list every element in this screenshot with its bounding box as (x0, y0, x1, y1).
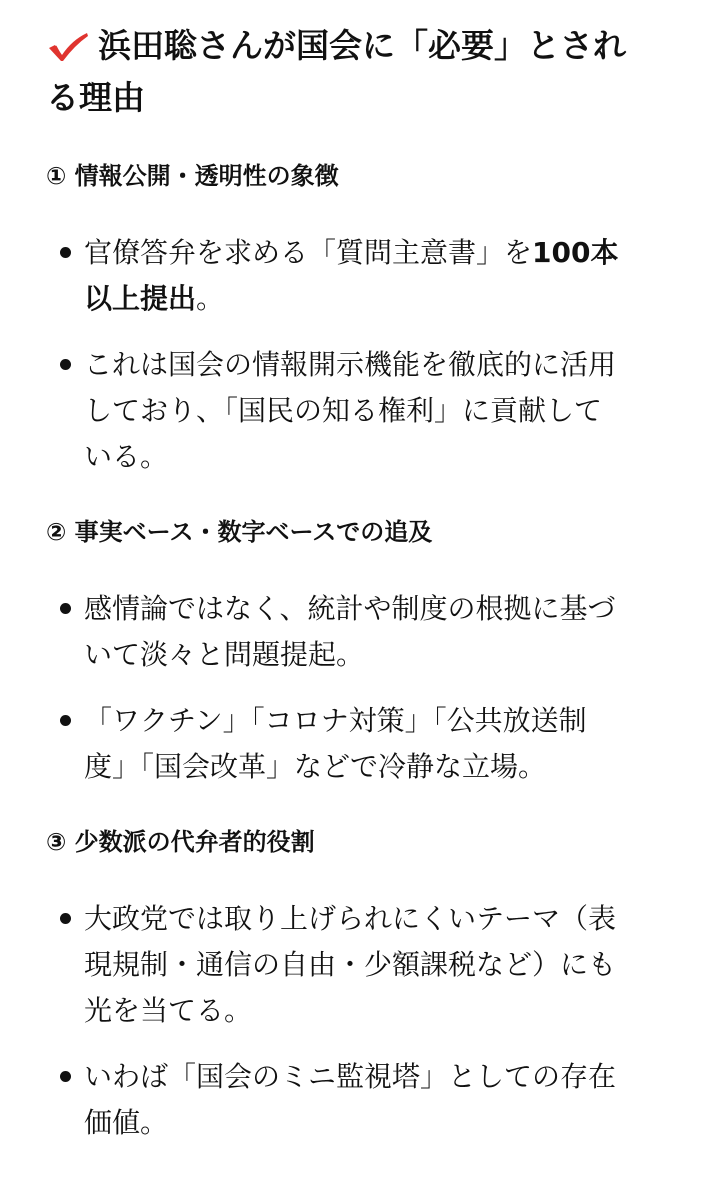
bullet-dot (60, 359, 71, 370)
bullet-list (46, 586, 669, 790)
bullet-bold-count: 100本 (532, 236, 619, 269)
title-line-2: る理由 (46, 78, 145, 117)
bullet-dot (60, 913, 71, 924)
list-item (46, 698, 674, 790)
section-fact-based (46, 514, 669, 790)
bullet-line: しており、「国民の知る権利」に貢献して (84, 394, 603, 427)
bullet-line: 「ワクチン」「コロナ対策」「公共放送制 (84, 704, 587, 737)
list-item (46, 586, 674, 678)
list-item (46, 1054, 674, 1146)
section-heading: ① 情報公開・透明性の象徴 (46, 162, 339, 190)
section-heading: ③ 少数派の代弁者的役割 (46, 828, 315, 856)
list-item (46, 342, 674, 480)
bullet-list (46, 230, 669, 480)
bullet-dot (60, 247, 71, 258)
list-item (46, 896, 674, 1034)
page-title (46, 20, 708, 124)
section-transparency (46, 158, 669, 480)
title-line-1: 浜田聡さんが国会に「必要」とされ (98, 26, 626, 65)
bullet-line: これは国会の情報開示機能を徹底的に活用 (84, 348, 617, 381)
bullet-line: いて淡々と問題提起。 (84, 638, 365, 671)
bullet-line: 光を当てる。 (84, 994, 253, 1027)
bullet-line: 感情論ではなく、統計や制度の根拠に基づ (84, 592, 616, 625)
bullet-text-pre: 官僚答弁を求める「質問主意書」を (84, 236, 533, 269)
list-item (46, 230, 674, 322)
bullet-line: いる。 (84, 440, 169, 473)
bullet-dot (60, 715, 71, 726)
bullet-bold-submitted: 以上提出 (84, 282, 197, 315)
bullet-dot (60, 603, 71, 614)
bullet-line: 大政党では取り上げられにくいテーマ（表 (84, 902, 617, 935)
bullet-line: いわば「国会のミニ監視塔」としての存在 (84, 1060, 617, 1093)
bullet-text-post: 。 (196, 282, 225, 315)
bullet-dot (60, 1071, 71, 1082)
red-checkmark-icon (46, 30, 90, 64)
bullet-line: 価値。 (84, 1106, 169, 1139)
bullet-list (46, 896, 669, 1146)
section-minority-voice (46, 824, 669, 1146)
section-heading: ② 事実ベース・数字ベースでの追及 (46, 518, 433, 546)
bullet-line: 現規制・通信の自由・少額課税など）にも (84, 948, 617, 981)
bullet-line: 度」「国会改革」などで冷静な立場。 (84, 750, 547, 783)
